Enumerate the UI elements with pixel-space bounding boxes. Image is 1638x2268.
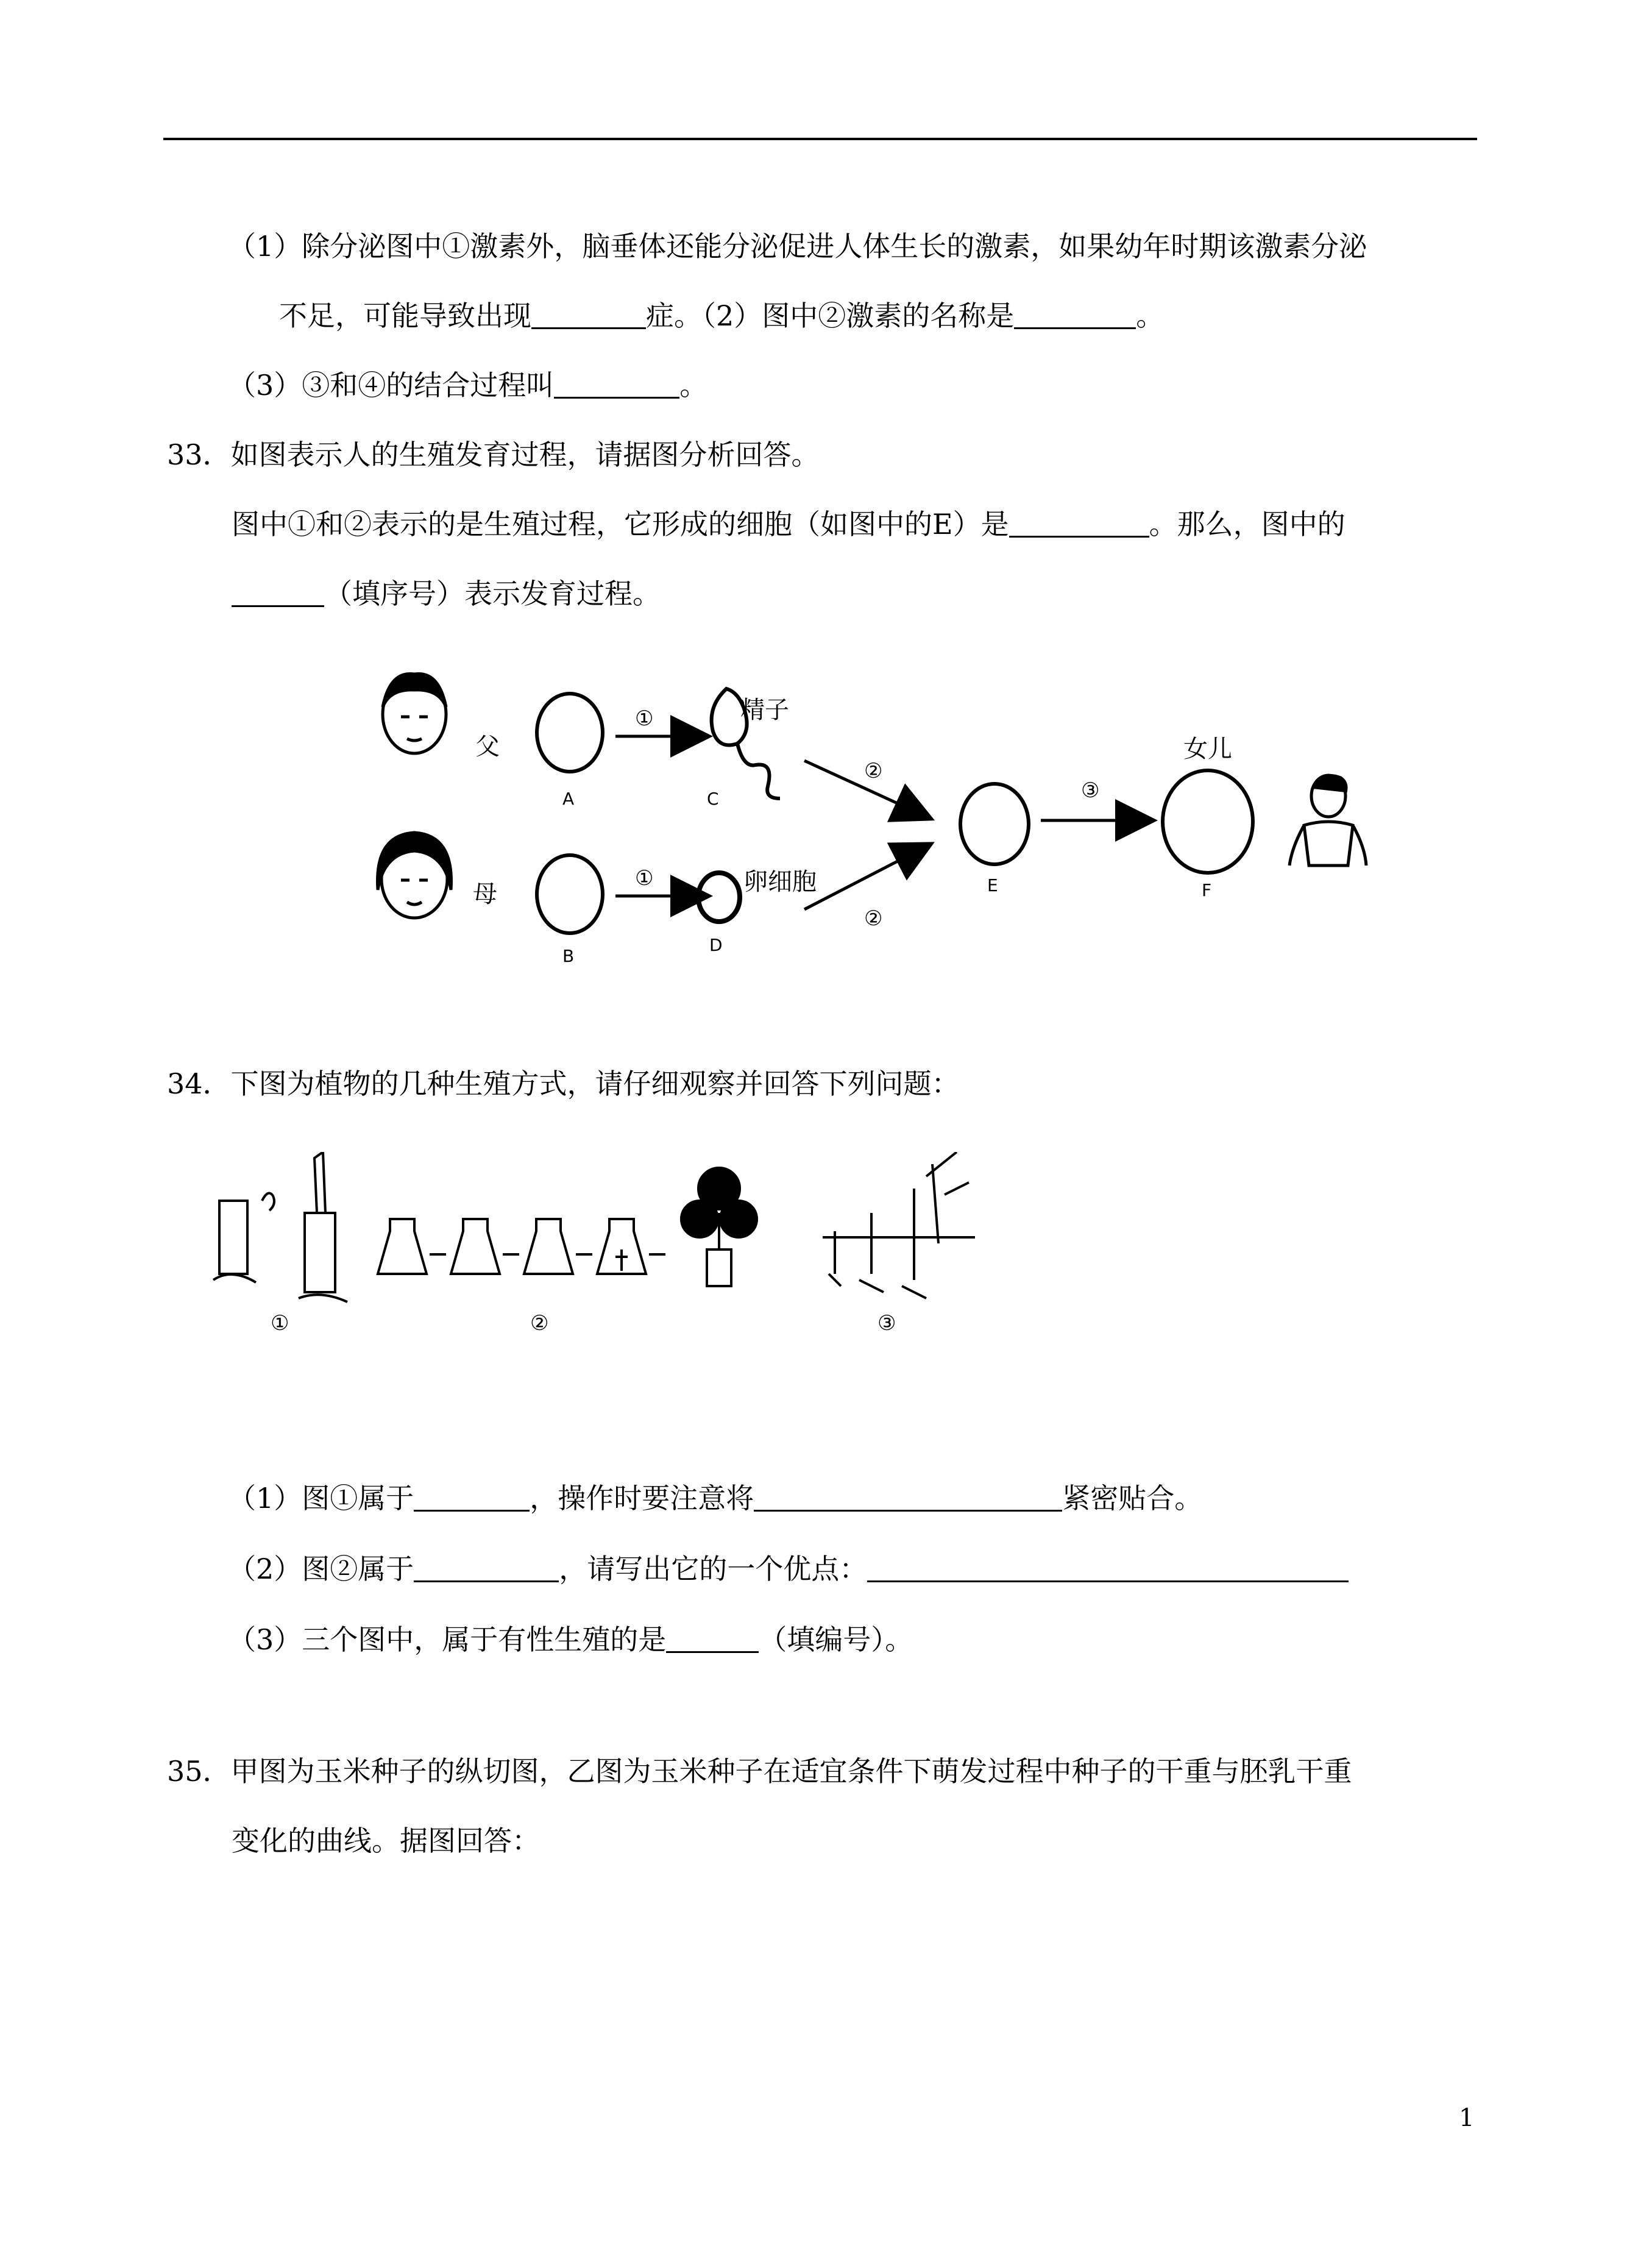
q32-sub1-line2 xyxy=(279,297,1164,334)
q34-sub3-line xyxy=(228,1621,913,1658)
q33-stem: 33．如图表示人的生殖发育过程，请据图分析回答。 xyxy=(167,438,820,471)
fertilized-egg-circle xyxy=(960,784,1029,864)
page-number: 1 xyxy=(1459,2104,1475,2132)
answer-blank[interactable] xyxy=(414,1483,530,1512)
answer-blank[interactable] xyxy=(232,578,324,607)
punctuation: 。 xyxy=(679,369,708,402)
q32-sub1-line1: （1）除分泌图中①激素外，脑垂体还能分泌促进人体生长的激素，如果幼年时期该激素分泌 xyxy=(228,230,1367,263)
step3-label: ③ xyxy=(1081,778,1100,803)
q34-sub1-text-a: （1）图①属于 xyxy=(228,1482,414,1515)
answer-blank[interactable] xyxy=(531,300,646,329)
q34-sub1-text-b: ，操作时要注意将 xyxy=(530,1482,754,1515)
q35-line2: 变化的曲线。据图回答： xyxy=(232,1824,540,1857)
header-rule xyxy=(163,138,1477,140)
q33-line2-text: 图中①和②表示的是生殖过程，它形成的细胞（如图中的E）是 xyxy=(232,508,1009,541)
answer-blank[interactable] xyxy=(1014,300,1136,329)
q32-sub1-text-a: 不足，可能导致出现 xyxy=(279,299,531,332)
cell-b-label: B xyxy=(562,946,575,966)
q32-sub3-line xyxy=(228,367,707,403)
q34-sub3-text-b: （填编号）。 xyxy=(759,1623,913,1656)
arrow-2-bottom xyxy=(804,845,929,909)
cell-f-label: F xyxy=(1202,880,1212,900)
q33-line3 xyxy=(232,575,661,612)
mother-face-icon xyxy=(378,833,452,918)
fig2-label: ② xyxy=(530,1311,549,1335)
potted-plant-icon xyxy=(681,1168,757,1286)
fig3-label: ③ xyxy=(878,1311,896,1335)
daughter-label: 女儿 xyxy=(1183,735,1232,763)
rhizome-plants-icon xyxy=(823,1152,975,1298)
cell-e-label: E xyxy=(987,875,998,895)
cell-c-label: C xyxy=(707,789,719,809)
q35-line1: 35．甲图为玉米种子的纵切图，乙图为玉米种子在适宜条件下萌发过程中种子的干重与胚乳干重 xyxy=(167,1755,1352,1788)
answer-blank[interactable] xyxy=(666,1624,759,1653)
q33-line2 xyxy=(232,506,1346,542)
step1-label-bottom: ① xyxy=(635,866,654,890)
cell-a-label: A xyxy=(562,789,575,809)
step1-label-top: ① xyxy=(635,706,654,731)
q34-sub1-line xyxy=(228,1480,1202,1516)
mother-label: 母 xyxy=(473,880,497,908)
q34-stem: 34．下图为植物的几种生殖方式，请仔细观察并回答下列问题： xyxy=(167,1067,960,1100)
answer-blank[interactable] xyxy=(414,1554,559,1582)
q32-sub3-text: （3）③和④的结合过程叫 xyxy=(228,369,555,402)
father-label: 父 xyxy=(475,733,500,761)
answer-blank[interactable] xyxy=(867,1554,1349,1582)
q33-line2-end: 。那么，图中的 xyxy=(1149,508,1346,541)
cell-b-circle xyxy=(537,855,603,933)
tissue-culture-icon xyxy=(378,1219,665,1274)
q34-sub1-text-c: 紧密贴合。 xyxy=(1062,1482,1203,1515)
cell-d-label: D xyxy=(709,935,723,955)
punctuation: 。 xyxy=(1136,299,1165,332)
answer-blank[interactable] xyxy=(554,370,679,399)
egg-label: 卵细胞 xyxy=(743,868,817,896)
q34-sub2-line xyxy=(228,1551,1349,1587)
plant-reproduction-diagram xyxy=(201,1152,993,1353)
answer-blank[interactable] xyxy=(754,1483,1062,1512)
answer-blank[interactable] xyxy=(1009,509,1149,538)
cell-f-circle xyxy=(1163,770,1253,873)
fig1-label: ① xyxy=(271,1311,289,1335)
q34-sub2-text-a: （2）图②属于 xyxy=(228,1552,414,1585)
q34-sub3-text-a: （3）三个图中，属于有性生殖的是 xyxy=(228,1623,667,1656)
step2-label-bottom: ② xyxy=(864,906,883,931)
cell-a-circle xyxy=(537,694,603,772)
q34-sub2-text-b: ，请写出它的一个优点： xyxy=(559,1552,868,1585)
step2-label-top: ② xyxy=(864,759,883,783)
reproduction-diagram xyxy=(353,658,1389,981)
q32-sub2-text: 症。（2）图中②激素的名称是 xyxy=(646,299,1015,332)
q33-line3-text: （填序号）表示发育过程。 xyxy=(324,577,661,610)
daughter-figure-icon xyxy=(1289,775,1366,866)
sperm-label: 精子 xyxy=(740,696,789,724)
grafting-icon xyxy=(213,1152,347,1302)
father-face-icon xyxy=(383,674,446,753)
